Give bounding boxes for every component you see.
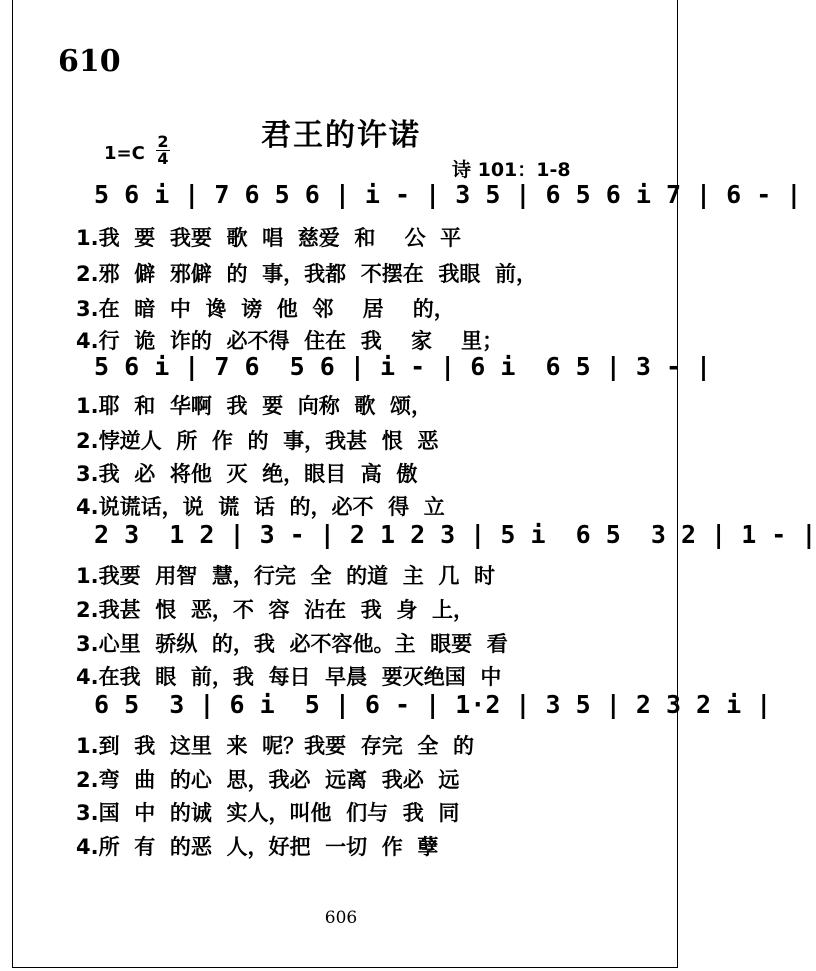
lyric-line: 2.邪 僻 邪僻 的 事，我都 不摆在 我眼 前， [76, 262, 537, 286]
hymn-title: 君王的许诺 [261, 118, 421, 153]
time-signature-top: 2 [157, 132, 169, 151]
page-number: 606 [324, 908, 358, 928]
lyric-line: 1.我 要 我要 歌 唱 慈爱 和 公 平 [76, 226, 462, 250]
lyric-line: 1.到 我 这里 来 呢？我要 存完 全 的 [76, 734, 474, 758]
time-signature [156, 134, 170, 167]
lyric-line: 3.在 暗 中 谗 谤 他 邻 居 的， [76, 297, 455, 321]
lyric-line: 4.说谎话，说 谎 话 的，必不 得 立 [76, 495, 445, 519]
lyric-line: 3.心里 骄纵 的，我 必不容他。主 眼要 看 [76, 632, 508, 656]
hymn-number: 610 [58, 44, 121, 79]
lyric-line: 4.在我 眼 前，我 每日 早晨 要灭绝国 中 [76, 665, 502, 689]
notation-line-3: 2 3 1 2 | 3 - | 2 1 2 3 | 5 i 6 5 3 2 | 1 - | [94, 520, 816, 549]
lyric-line: 1.耶 和 华啊 我 要 向称 歌 颂， [76, 394, 432, 418]
lyric-line: 4.所 有 的恶 人，好把 一切 作 孽 [76, 835, 439, 859]
notation-line-4: 6 5 3 | 6 i 5 | 6 - | 1·2 | 3 5 | 2 3 2 i | [94, 690, 772, 719]
notation-line-1: 5 6 i | 7 6 5 6 | i - | 3 5 | 6 5 6 i 7 | 6 - | [94, 180, 802, 209]
lyric-line: 4.行 诡 诈的 必不得 住在 我 家 里； [76, 329, 504, 353]
key-signature: 1=C [104, 143, 145, 164]
lyric-line: 1.我要 用智 慧，行完 全 的道 主 几 时 [76, 564, 495, 588]
lyric-line: 3.国 中 的诚 实人，叫他 们与 我 同 [76, 801, 460, 825]
lyric-line: 2.弯 曲 的心 思，我必 远离 我必 远 [76, 768, 460, 792]
lyric-line: 2.我甚 恨 恶，不 容 沾在 我 身 上， [76, 598, 474, 622]
lyric-line: 3.我 必 将他 灭 绝，眼目 高 傲 [76, 462, 418, 486]
scripture-reference: 诗 101：1-8 [452, 159, 571, 181]
notation-line-2: 5 6 i | 7 6 5 6 | i - | 6 i 6 5 | 3 - | [94, 352, 712, 381]
lyric-line: 2.悖逆人 所 作 的 事，我甚 恨 恶 [76, 429, 439, 453]
time-signature-bottom: 4 [157, 149, 169, 168]
